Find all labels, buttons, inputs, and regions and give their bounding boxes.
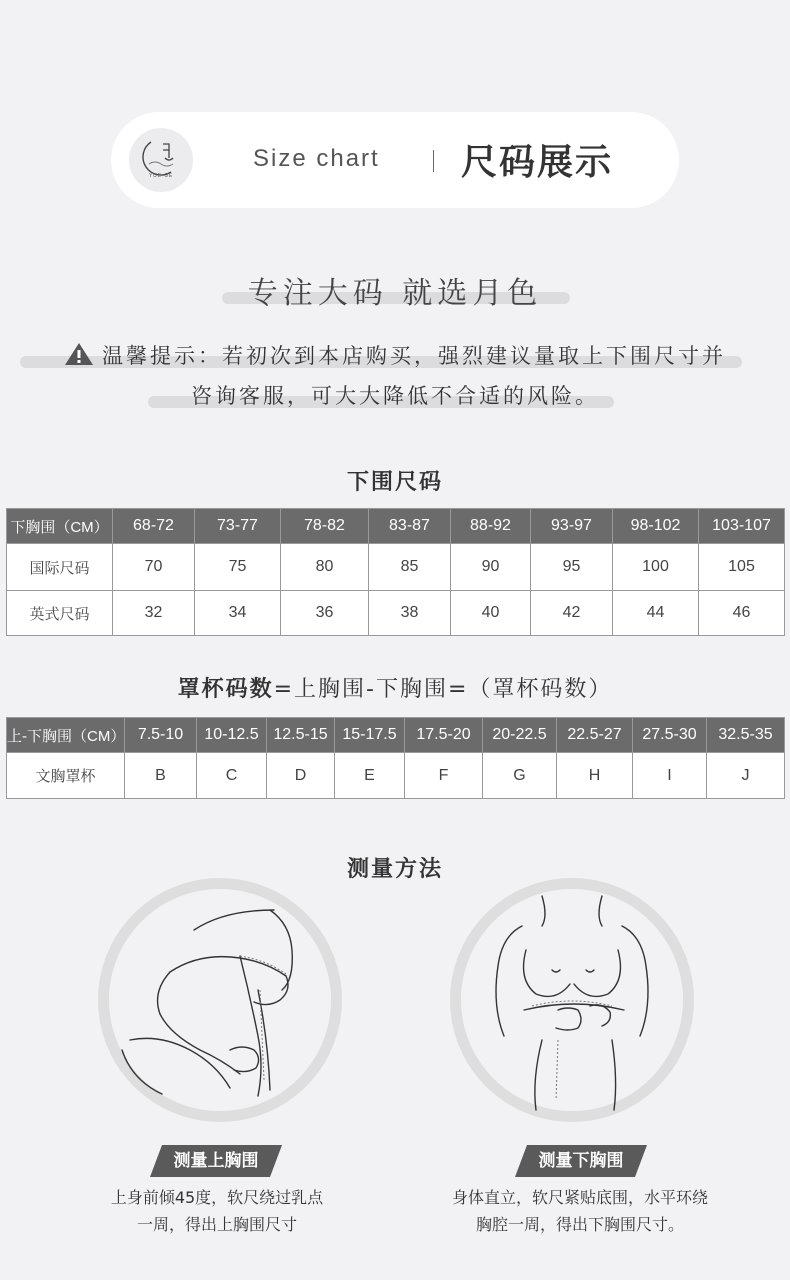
- underbust-size-table: [6, 508, 785, 636]
- table-cell: E: [335, 753, 405, 799]
- table-cell: 100: [613, 544, 699, 591]
- header-cell: 88-92: [451, 509, 531, 544]
- table-cell: 90: [451, 544, 531, 591]
- table-cell: 85: [369, 544, 451, 591]
- table-row: [7, 544, 785, 591]
- table-cell: B: [125, 753, 197, 799]
- cup-formula: [0, 672, 790, 703]
- table-cell: 44: [613, 591, 699, 636]
- brand-logo: [129, 128, 193, 192]
- table-header-row: [7, 718, 785, 753]
- table-row: [7, 753, 785, 799]
- upper-bust-illustration: [110, 890, 332, 1112]
- table-cell: 34: [195, 591, 281, 636]
- under-bust-tag: [515, 1145, 647, 1177]
- table-header-row: [7, 509, 785, 544]
- under-bust-caption-line-2: 胸腔一周，得出下胸围尺寸。: [475, 1215, 684, 1234]
- table-cell: 80: [281, 544, 369, 591]
- notice-line-1: [0, 340, 790, 371]
- header-cell: 93-97: [531, 509, 613, 544]
- header-cell: 20-22.5: [483, 718, 557, 753]
- header-cell: 103-107: [699, 509, 785, 544]
- table-cell: 75: [195, 544, 281, 591]
- table-cell: H: [557, 753, 633, 799]
- under-bust-tag-label: 测量下胸围: [538, 1151, 624, 1171]
- header-cell: 下胸围（CM）: [7, 509, 113, 544]
- table-cell: I: [633, 753, 707, 799]
- table-cell: 32: [113, 591, 195, 636]
- header-cell: 68-72: [113, 509, 195, 544]
- header-cell: 17.5-20: [405, 718, 483, 753]
- logo-text: YUE SE: [148, 173, 174, 179]
- warning-icon: [64, 342, 94, 371]
- row-label: 英式尺码: [7, 591, 113, 636]
- cup-formula-rest: =上胸围-下胸围=（罩杯码数）: [273, 677, 613, 702]
- table-cell: G: [483, 753, 557, 799]
- table-row: [7, 591, 785, 636]
- header-cell: 78-82: [281, 509, 369, 544]
- table-cell: 46: [699, 591, 785, 636]
- header-cell: 27.5-30: [633, 718, 707, 753]
- table-cell: C: [197, 753, 267, 799]
- upper-bust-caption: [52, 1184, 382, 1238]
- table-cell: J: [707, 753, 785, 799]
- upper-bust-tag-label: 测量上胸围: [173, 1151, 259, 1171]
- table-cell: 70: [113, 544, 195, 591]
- header-divider: [433, 150, 434, 172]
- table-cell: 105: [699, 544, 785, 591]
- header-cell: 7.5-10: [125, 718, 197, 753]
- table-cell: 38: [369, 591, 451, 636]
- upper-bust-caption-line-2: 一周，得出上胸围尺寸: [136, 1215, 297, 1234]
- under-bust-caption-line-1: 身体直立，软尺紧贴底围，水平环绕: [451, 1188, 708, 1207]
- header-subtitle: Size chart: [253, 145, 380, 172]
- upper-bust-tag: [150, 1145, 282, 1177]
- header-cell: 32.5-35: [707, 718, 785, 753]
- under-bust-caption: [415, 1184, 745, 1238]
- underbust-section-title: 下围尺码: [346, 470, 443, 495]
- notice-line-2: 咨询客服，可大大降低不合适的风险。: [191, 384, 599, 408]
- under-bust-illustration: [462, 890, 684, 1112]
- header-cell: 10-12.5: [197, 718, 267, 753]
- measure-section-title: 测量方法: [346, 857, 443, 882]
- header-cell: 上-下胸围（CM）: [7, 718, 125, 753]
- cup-formula-bold: 罩杯码数: [177, 677, 274, 702]
- notice-text-1: 温馨提示：若初次到本店购买，强烈建议量取上下围尺寸并: [102, 344, 726, 368]
- table-cell: 36: [281, 591, 369, 636]
- table-cell: 40: [451, 591, 531, 636]
- header-cell: 12.5-15: [267, 718, 335, 753]
- table-cell: F: [405, 753, 483, 799]
- row-label: 国际尺码: [7, 544, 113, 591]
- table-cell: 95: [531, 544, 613, 591]
- row-label: 文胸罩杯: [7, 753, 125, 799]
- header-cell: 22.5-27: [557, 718, 633, 753]
- header-cell: 83-87: [369, 509, 451, 544]
- table-cell: D: [267, 753, 335, 799]
- header-cell: 15-17.5: [335, 718, 405, 753]
- cup-size-table: [6, 717, 785, 799]
- table-cell: 42: [531, 591, 613, 636]
- slogan: 专注大码 就选月色: [247, 276, 543, 311]
- header-cell: 73-77: [195, 509, 281, 544]
- page-title: 尺码展示: [461, 142, 614, 183]
- upper-bust-caption-line-1: 上身前倾45度，软尺绕过乳点: [110, 1188, 324, 1207]
- header-banner: [111, 112, 679, 208]
- header-cell: 98-102: [613, 509, 699, 544]
